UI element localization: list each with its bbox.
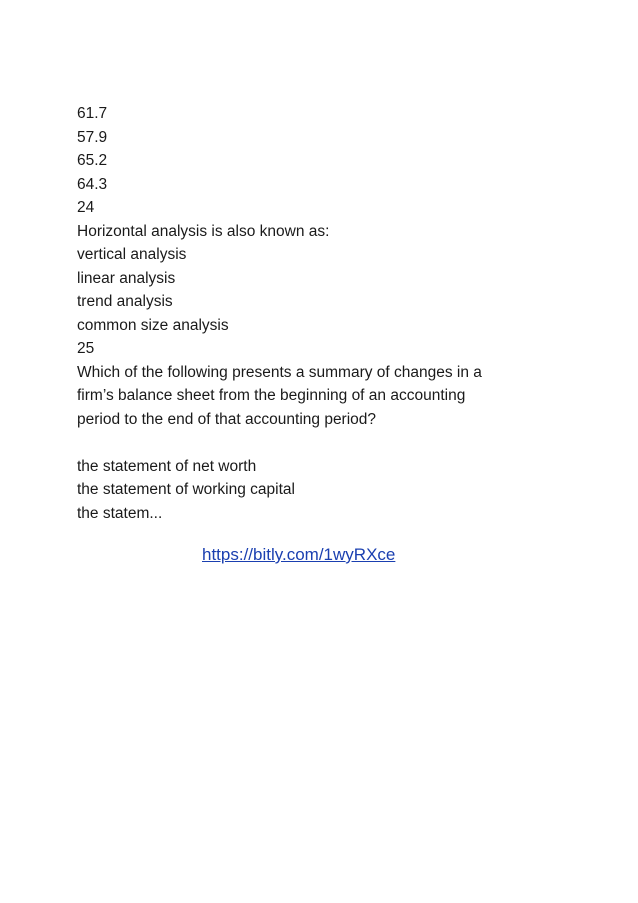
question-number: 25: [77, 340, 95, 357]
answer-option-line: 57.9: [77, 128, 108, 146]
question-text: Horizontal analysis is also known as:: [77, 222, 330, 240]
truncated-text-line: the statem...: [77, 504, 163, 522]
answer-option-line: vertical analysis: [77, 246, 187, 263]
answer-option-line: 64.3: [77, 175, 108, 193]
document-body: [77, 102, 577, 525]
answer-option-line: trend analysis: [77, 293, 173, 310]
source-link[interactable]: https://bitly.com/1wyRXce: [202, 545, 396, 564]
answer-option-line: linear analysis: [77, 269, 176, 287]
question-number: 24: [77, 199, 95, 216]
question-text: firm’s balance sheet from the beginning of an accounting: [77, 387, 466, 404]
answer-option-line: 65.2: [77, 152, 108, 169]
question-text: Which of the following presents a summary of changes in a: [77, 363, 482, 381]
answer-option-line: 61.7: [77, 105, 108, 122]
answer-option-line: the statement of working capital: [77, 481, 295, 498]
answer-option-line: the statement of net worth: [77, 457, 257, 475]
question-text: period to the end of that accounting period?: [77, 410, 377, 428]
answer-option-line: common size analysis: [77, 316, 229, 334]
blank-line: [77, 431, 577, 455]
